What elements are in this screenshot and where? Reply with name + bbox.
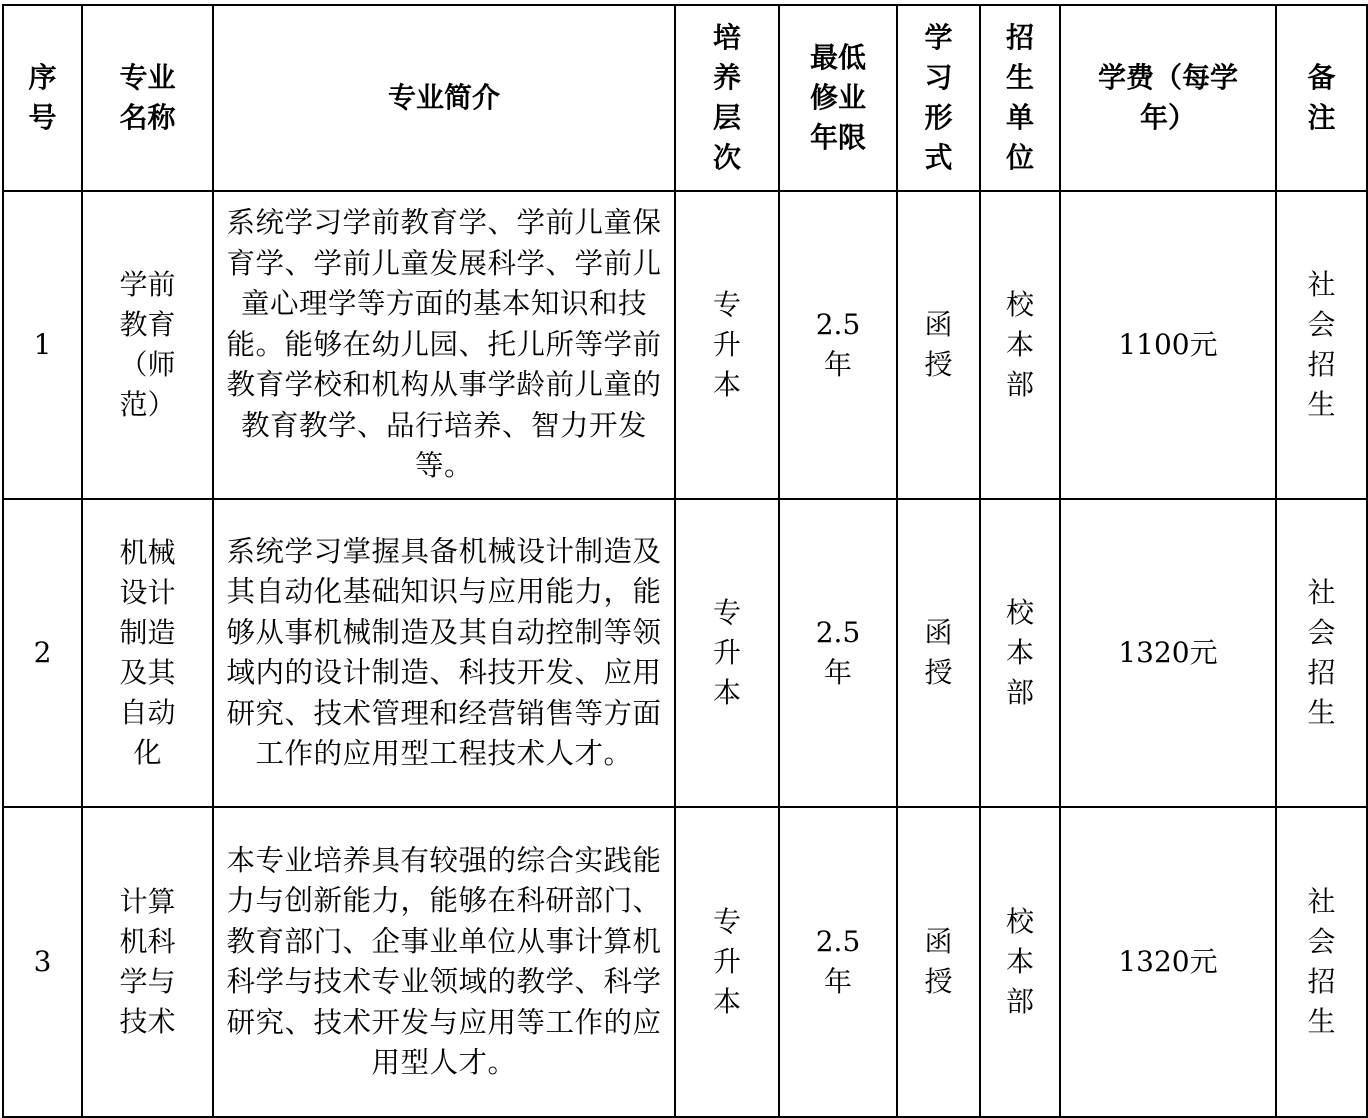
cell-intro: 系统学习学前教育学、学前儿童保育学、学前儿童发展科学、学前儿童心理学等方面的基本知识和技能。能够在幼儿园、托儿所等学前教育学校和机构从事学龄前儿童的教育教学、品行培养、智力开发等。 [213,191,675,499]
cell-level: 专升本 [675,499,779,807]
header-level: 培养层次 [675,5,779,191]
cell-major: 学前教育（师范） [82,191,213,499]
cell-years: 2.5年 [779,191,897,499]
header-notes: 备注 [1276,5,1367,191]
table-row [3,807,1367,1117]
cell-major: 计算机科学与技术 [82,807,213,1117]
cell-unit: 校本部 [980,191,1060,499]
cell-unit: 校本部 [980,807,1060,1117]
cell-intro: 系统学习掌握具备机械设计制造及其自动化基础知识与应用能力，能够从事机械制造及其自动控制等领域内的设计制造、科技开发、应用研究、技术管理和经营销售等方面工作的应用型工程技术人才。 [213,499,675,807]
cell-major: 机械设计制造及其自动化 [82,499,213,807]
cell-mode: 函授 [897,191,980,499]
cell-fee: 1320元 [1060,499,1276,807]
cell-level: 专升本 [675,191,779,499]
cell-mode: 函授 [897,807,980,1117]
header-fee: 学费（每学年） [1060,5,1276,191]
table-row [3,191,1367,499]
enrollment-table [2,4,1368,1118]
header-row [3,5,1367,191]
cell-level: 专升本 [675,807,779,1117]
header-unit: 招生单位 [980,5,1060,191]
header-mode: 学习形式 [897,5,980,191]
cell-seq: 1 [3,191,82,499]
cell-unit: 校本部 [980,499,1060,807]
header-intro: 专业简介 [213,5,675,191]
cell-notes: 社会招生 [1276,191,1367,499]
cell-seq: 2 [3,499,82,807]
header-major: 专业名称 [82,5,213,191]
cell-years: 2.5年 [779,807,897,1117]
cell-mode: 函授 [897,499,980,807]
table-row [3,499,1367,807]
cell-notes: 社会招生 [1276,807,1367,1117]
header-years: 最低修业年限 [779,5,897,191]
cell-fee: 1320元 [1060,807,1276,1117]
cell-notes: 社会招生 [1276,499,1367,807]
cell-intro: 本专业培养具有较强的综合实践能力与创新能力，能够在科研部门、教育部门、企事业单位从事计算机科学与技术专业领域的教学、科学研究、技术开发与应用等工作的应用型人才。 [213,807,675,1117]
cell-seq: 3 [3,807,82,1117]
cell-years: 2.5年 [779,499,897,807]
cell-fee: 1100元 [1060,191,1276,499]
header-seq: 序号 [3,5,82,191]
